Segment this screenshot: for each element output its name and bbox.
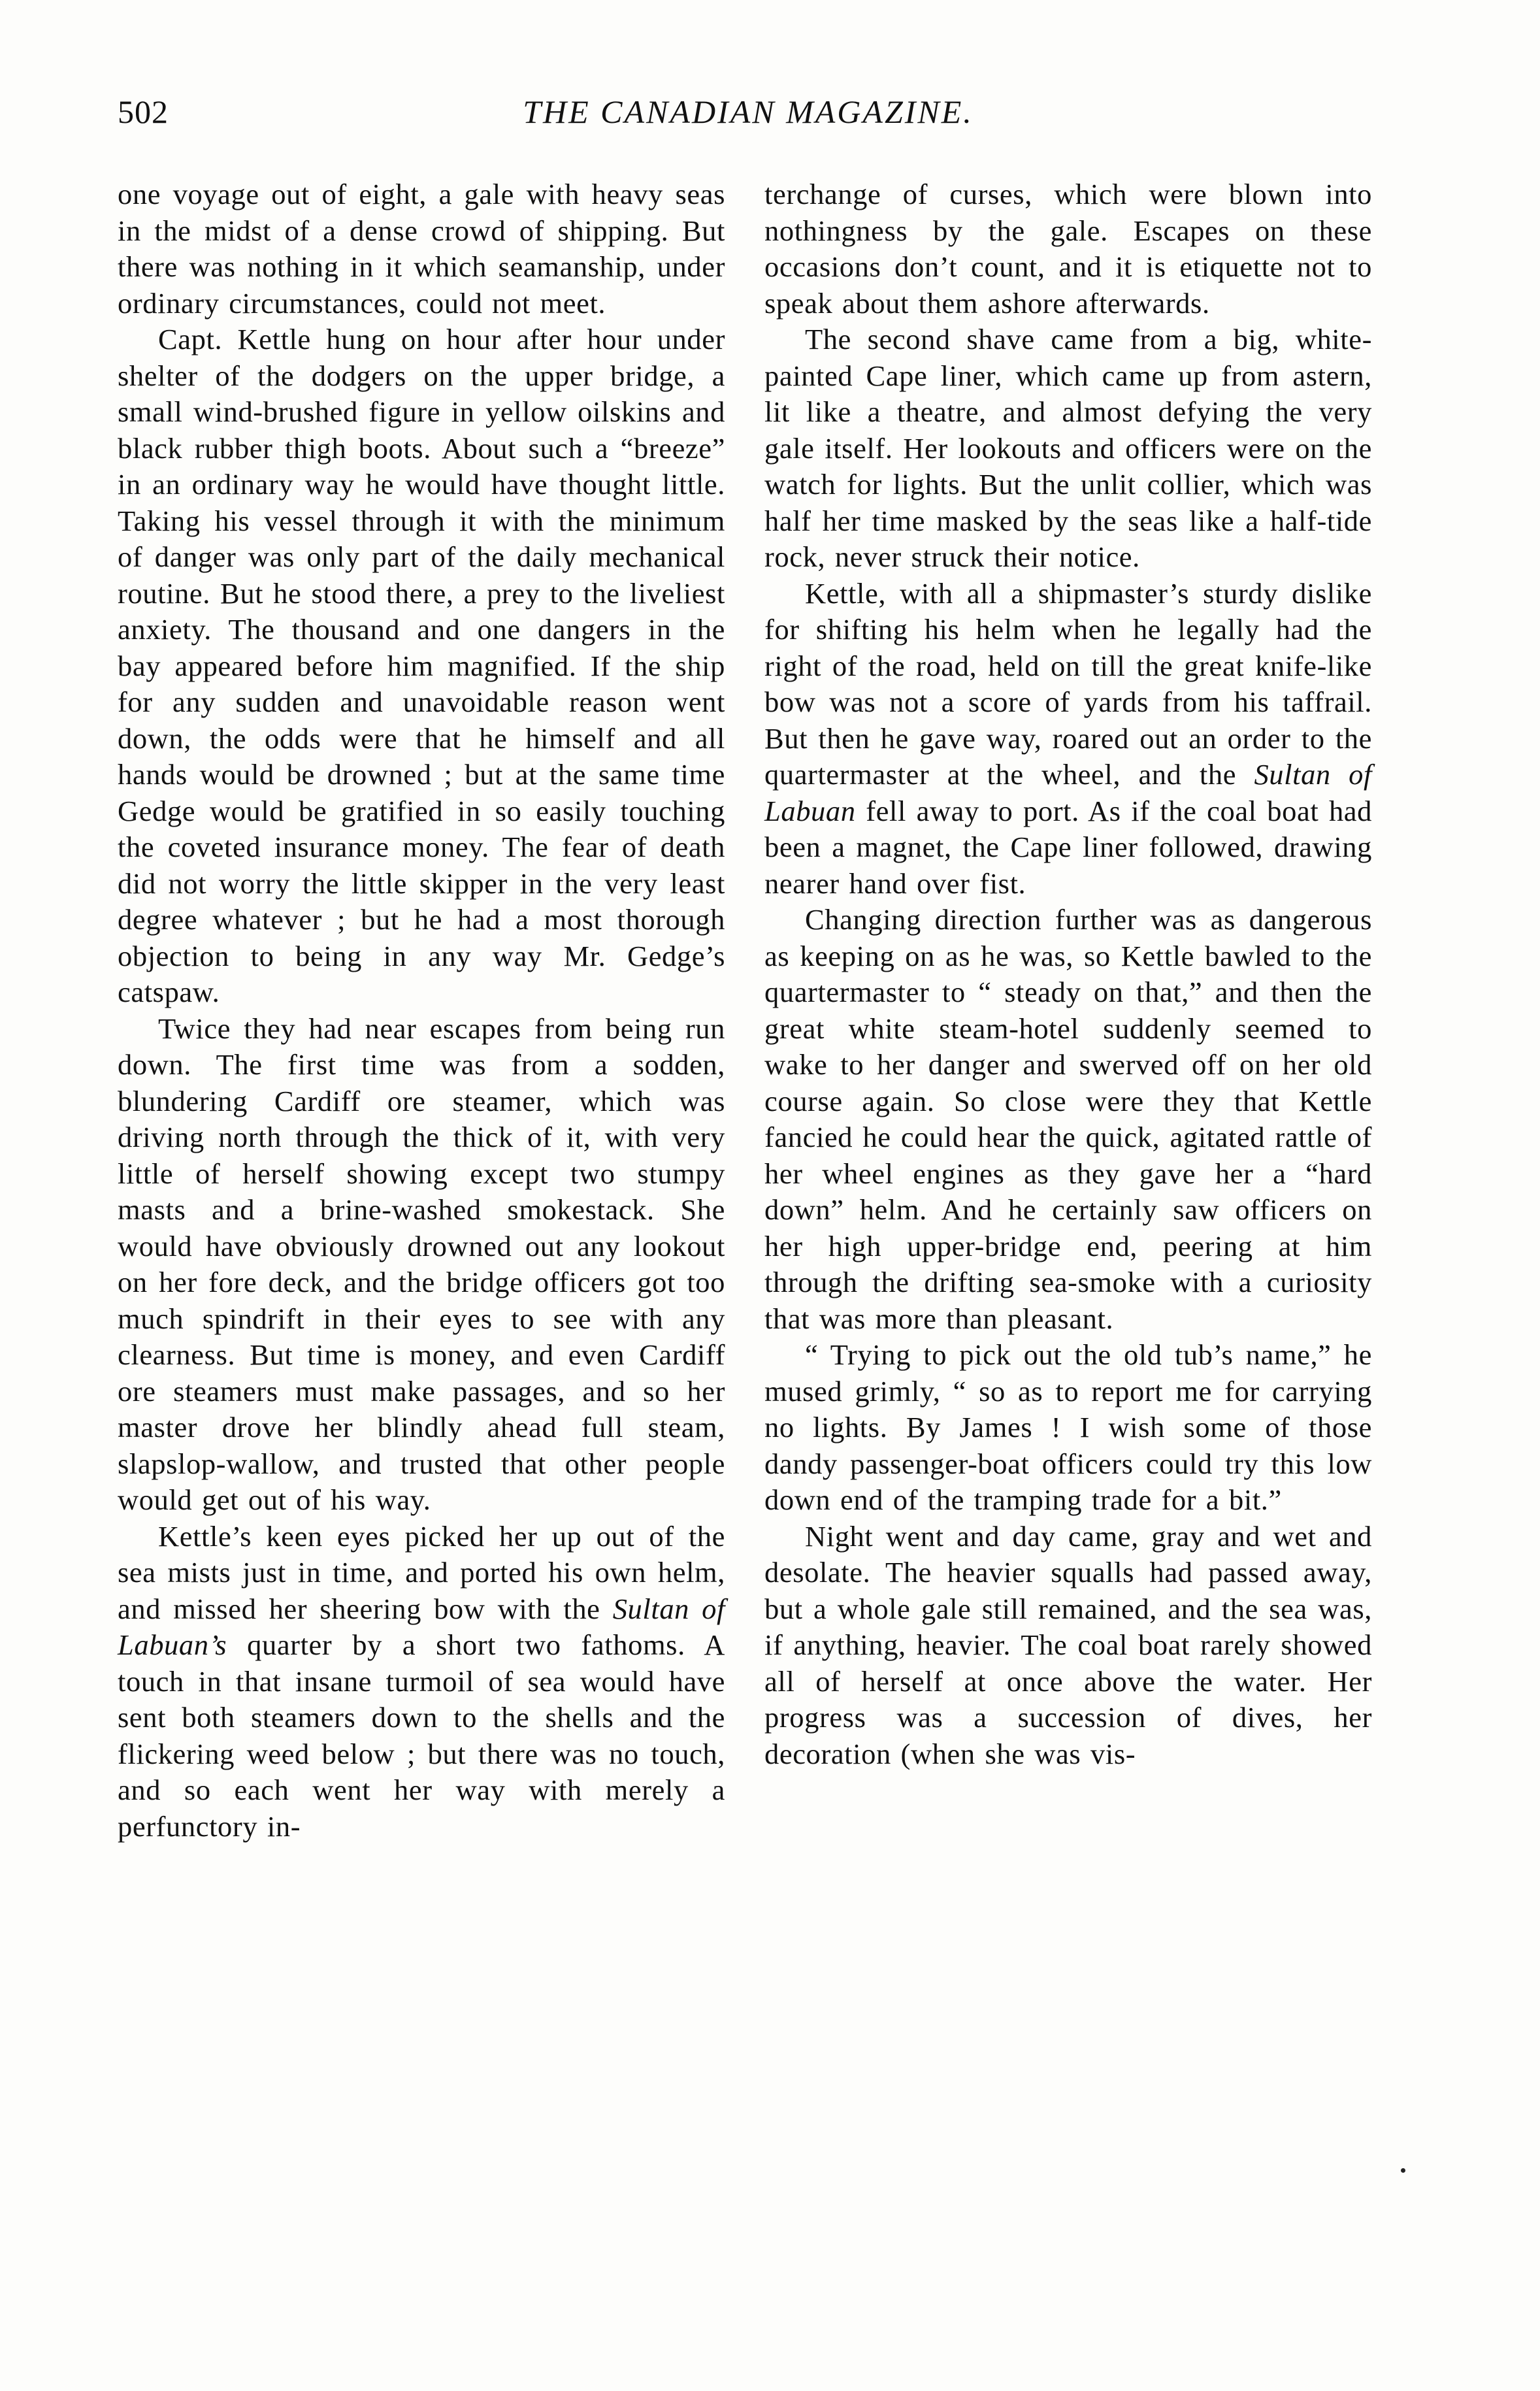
ink-speck bbox=[1401, 2168, 1405, 2173]
ship-name: Sultan of Labuan’s bbox=[118, 1592, 725, 1661]
paragraph-text: Kettle, with all a shipmaster’s sturdy dislike for shifting his helm when he legally had the right of the road, held on till the great knife-like bow was not a score of yards from his taffrail. But then he gave way, roared out an order to the quartermaster at the wheel, and the bbox=[764, 576, 1372, 791]
paragraph bbox=[118, 1519, 725, 1845]
paragraph: Twice they had near escapes from being run down. The first time was from a sodden, blundering Cardiff ore steamer, which was driving north through the thick of it, with very little of herself showing except two stumpy masts and a brine-washed smokestack. She would have obviously drowned out any lookout on her fore deck, and the bridge officers got too much spindrift in their eyes to see with any clearness. But time is money, and even Cardiff ore steamers must make passages, and so her master drove her blindly ahead full steam, slapslop-wallow, and trusted that other people would get out of his way. bbox=[118, 1012, 725, 1516]
paragraph-text: Kettle’s keen eyes picked her up out of the sea mists just in time, and ported his own helm, and missed her sheering bow with the bbox=[118, 1519, 725, 1625]
ship-name: Sultan of Labuan bbox=[764, 758, 1372, 827]
paragraph: Night went and day came, gray and wet and desolate. The heavier squalls had passed away, but a whole gale still remained, and the sea was, if anything, heavier. The coal boat rarely showed all of herself at once above the water. Her progress was a succession of dives, her decoration (when she was vis- bbox=[764, 1519, 1372, 1770]
page-number: 502 bbox=[118, 93, 169, 130]
running-title: THE CANADIAN MAGAZINE. bbox=[523, 93, 974, 130]
paragraph: “ Trying to pick out the old tub’s name,” he mused grimly, “ so as to report me for carrying no lights. By James ! I wish some of those dandy passenger-boat officers could try this low down end of the tramping trade for a bit.” bbox=[764, 1338, 1372, 1516]
paragraph-text: quarter by a short two fathoms. A touch in that insane turmoil of sea would have sent both steamers down to the shells and the flickering weed below ; but there was no touch, and so each went her way with merely a perfunctory in- bbox=[118, 1628, 725, 1843]
paragraph bbox=[764, 576, 1372, 902]
paragraph: one voyage out of eight, a gale with heavy seas in the midst of a dense crowd of shipping. But there was nothing in it which seamanship, under ordinary circumstances, could not meet. bbox=[118, 178, 725, 320]
left-column bbox=[118, 176, 725, 1845]
page-header bbox=[118, 93, 1379, 139]
right-column bbox=[764, 176, 1372, 1772]
paragraph: Capt. Kettle hung on hour after hour under shelter of the dodgers on the upper bridge, a small wind-brushed figure in yellow oilskins and black rubber thigh boots. About such a “breeze” in an ordinary way he would have thought little. Taking his vessel through it with the minimum of danger was only part of the daily mechanical routine. But he stood there, a prey to the liveliest anxiety. The thousand and one dangers in the bay appeared before him magnified. If the ship for any sudden and unavoidable reason went down, the odds were that he himself and all hands would be drowned ; but at the same time Gedge would be gratified in so easily touching the coveted insurance money. The fear of death did not worry the little skipper in the very least degree whatever ; but he had a most thorough objection to being in any way Mr. Gedge’s catspaw. bbox=[118, 323, 725, 1008]
paragraph-text: fell away to port. As if the coal boat had been a magnet, the Cape liner followed, drawing nearer hand over fist. bbox=[764, 794, 1372, 900]
paragraph: terchange of curses, which were blown into nothingness by the gale. Escapes on these occasions don’t count, and it is etiquette not to speak about them ashore afterwards. bbox=[764, 178, 1372, 320]
paragraph: Changing direction further was as dangerous as keeping on as he was, so Kettle bawled to the quartermaster to “ steady on that,” and then the great white steam-hotel suddenly seemed to wake to her danger and swerved off on her old course again. So close were they that Kettle fancied he could hear the quick, agitated rattle of her wheel engines as they gave her a “hard down” helm. And he certainly saw officers on her high upper-bridge end, peering at him through the drifting sea-smoke with a curiosity that was more than pleasant. bbox=[764, 903, 1372, 1335]
paragraph: The second shave came from a big, white-painted Cape liner, which came up from astern, lit like a theatre, and almost defying the very gale itself. Her lookouts and officers were on the watch for lights. But the unlit collier, which was half her time masked by the seas like a half-tide rock, never struck their notice. bbox=[764, 323, 1372, 573]
